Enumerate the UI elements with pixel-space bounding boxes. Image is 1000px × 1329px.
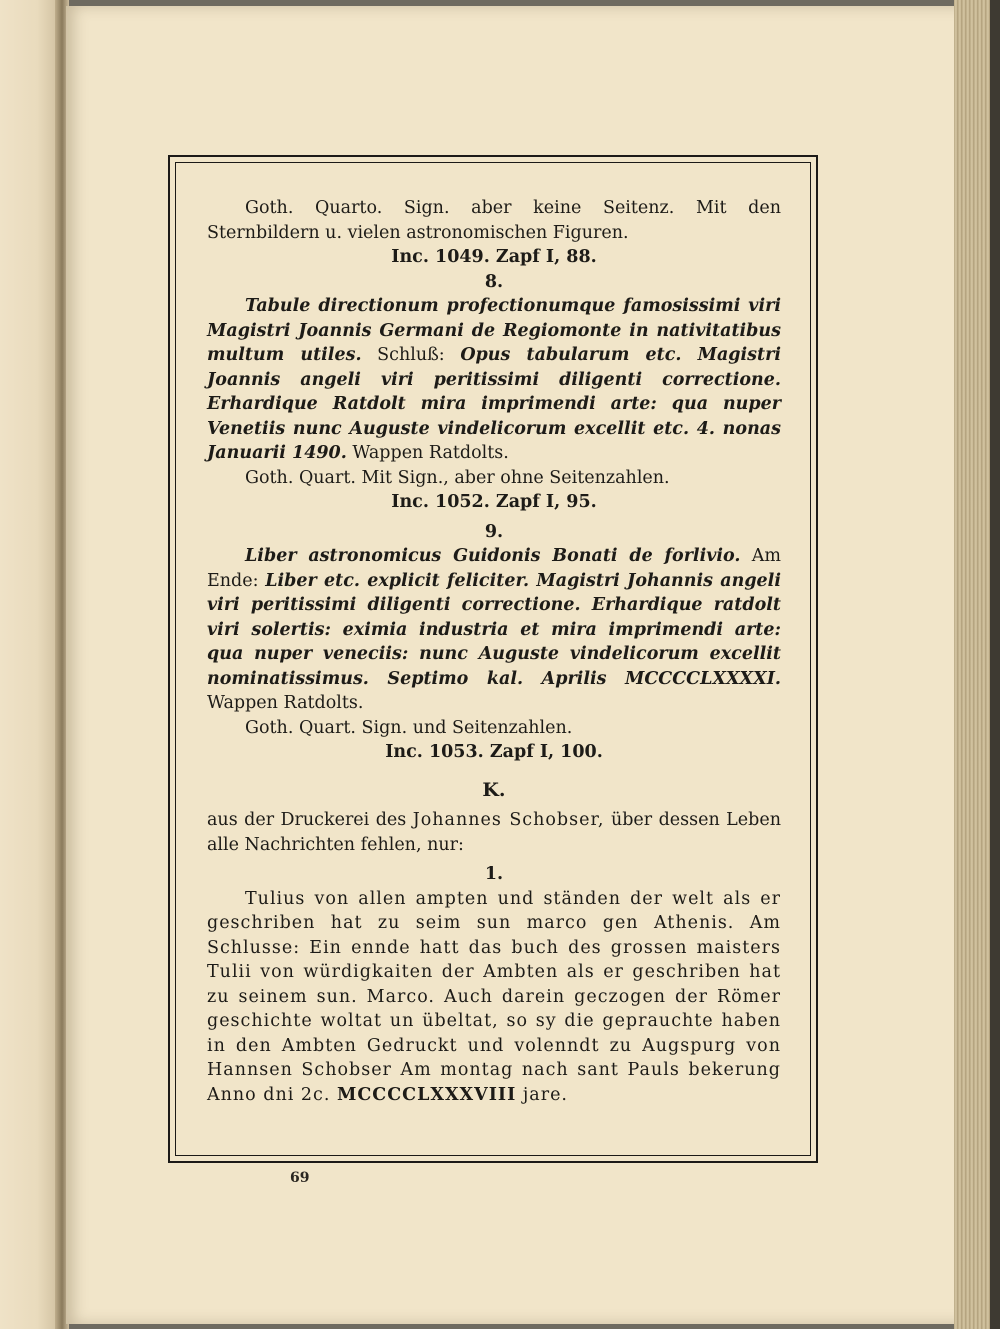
reference-1052 [207, 490, 781, 515]
paragraph-druckerei [207, 808, 781, 857]
zapf-reference: Zapf I, 100. [489, 742, 603, 762]
left-page [0, 0, 62, 1329]
colophon-suffix: Wappen Ratdolts. [207, 693, 364, 713]
colophon-text: Liber etc. explicit feliciter. Magistri Johannis angeli viri peritissimi diligenti correctione. Erhardique ratdolt viri solertis: eximia industria et mira imprimendi arte: qua nuper veneciis: nunc Auguste vindelicorum excellit nominatissimus. Septimo kal. Aprilis MCCCCLXXXXI. [207, 570, 781, 689]
printer-name: Johannes Schobser, [412, 810, 605, 830]
colophon-label: Schluß: [377, 345, 445, 365]
colophon-year: MCCCCLXXXVIII [337, 1084, 517, 1105]
title-liber-astronomicus [207, 544, 781, 716]
paragraph-goth-quarto: Goth. Quarto. Sign. aber keine Seitenz. Mit den Sternbildern u. vielen astronomischen Figuren. [207, 198, 781, 243]
inc-number: Inc. 1053. [385, 742, 484, 762]
section-heading-k: K. [482, 778, 506, 801]
tulius-text: Tulius von allen ampten und ständen der welt als er geschriben hat zu seim sun marco gen Athenis. Am Schlusse: Ein ennde hatt das buch des grossen maisters Tulii von würdigkaiten der Ambten als er geschriben hat zu seinem sun. Marco. Auch darein geczogen der Römer geschichte woltat un übeltat, so sy die geprauchte haben in den Ambten Gedruckt und volenndt zu Augspurg von Hannsen Schobser Am montag nach sant Pauls bekerung Anno dni 2c. [207, 888, 781, 1105]
title-tabule [207, 294, 781, 466]
zapf-reference: Zapf I, 95. [495, 492, 597, 512]
colophon-text: Opus tabularum etc. Magistri Joannis angeli viri peritissimi diligenti correctione. Erhardique Ratdolt mira imprimendi arte: qua nuper Venetiis nunc Auguste vindelicorum excellit etc. 4. nonas Januarii 1490. [207, 345, 781, 463]
paragraph-goth-quart-seitenzahlen: Goth. Quart. Sign. und Seitenzahlen. [245, 717, 573, 738]
colophon-end: jare. [522, 1084, 568, 1105]
section-number-8: 8. [484, 271, 504, 292]
section-number-1: 1. [484, 864, 504, 884]
inc-number: Inc. 1052. [391, 492, 490, 512]
reference-1053 [207, 740, 781, 765]
title-text: Tabule directionum profectionumque famosissimi viri Magistri Joannis Germani de Regiomonte in nativitatibus multum utiles. [207, 296, 781, 365]
title-tulius [207, 887, 781, 1108]
colophon-label: Am Ende: [207, 546, 781, 591]
page-content [207, 196, 781, 1107]
druckerei-text: aus der Druckerei des [207, 810, 407, 830]
reference-1049 [207, 245, 781, 270]
druckerei-text-end: über dessen Leben alle Nachrichten fehlen, nur: [207, 810, 781, 855]
book-cover-edge [990, 0, 1000, 1329]
page-number: 69 [290, 1170, 310, 1186]
colophon-suffix: Wappen Ratdolts. [352, 443, 509, 463]
title-text: Liber astronomicus Guidonis Bonati de forlivio. [245, 546, 741, 566]
section-number-9: 9. [484, 521, 504, 542]
inc-number: Inc. 1049. [391, 247, 490, 267]
zapf-reference: Zapf I, 88. [495, 247, 597, 267]
paragraph-goth-quart-sign: Goth. Quart. Mit Sign., aber ohne Seitenzahlen. [245, 467, 670, 488]
